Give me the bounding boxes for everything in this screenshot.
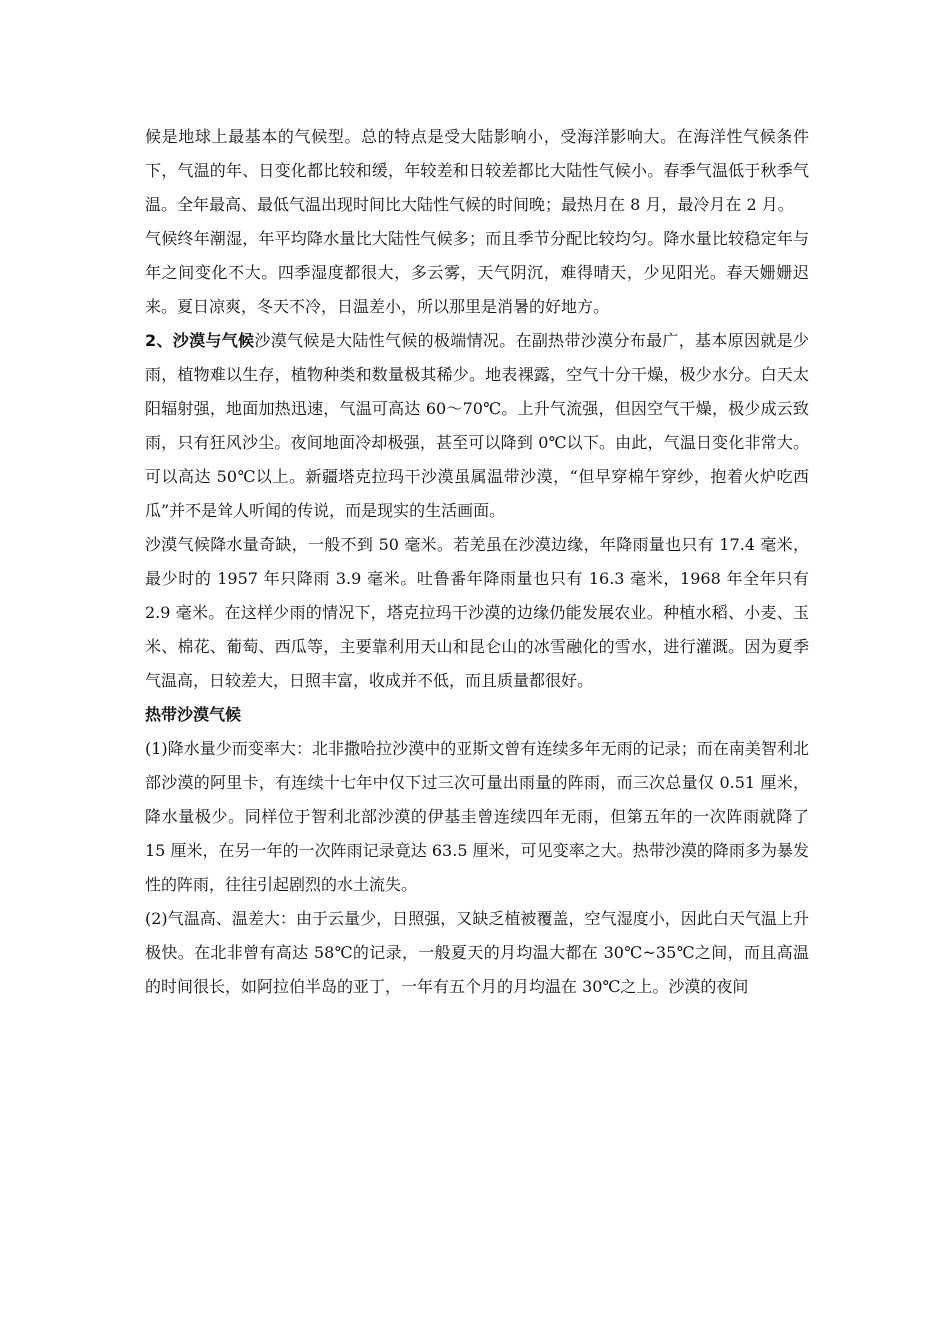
paragraph-oceanic-climate-temperature: 候是地球上最基本的气候型。总的特点是受大陆影响小，受海洋影响大。在海洋性气候条件下，气温的年、日变化都比较和缓，年较差和日较差都比大陆性气候小。春季气温低于秋季气温。全年最高、最低气温出现时间比大陆性气候的时间晚；最热月在 8 月，最冷月在 2 月。 — [145, 127, 809, 214]
section-heading-tropical-desert-climate: 热带沙漠气候 — [145, 705, 242, 724]
document-body — [145, 120, 809, 1004]
paragraph-oceanic-climate-precipitation: 气候终年潮湿，年平均降水量比大陆性气候多；而且季节分配比较均匀。降水量比较稳定年与年之间变化不大。四季湿度都很大，多云雾，天气阴沉，难得晴天，少见阳光。春天姗姗迟来。夏日凉爽，冬天不冷，日温差小，所以那里是消暑的好地方。 — [145, 229, 809, 316]
paragraph-desert-and-climate-text: 沙漠气候是大陆性气候的极端情况。在副热带沙漠分布最广，基本原因就是少雨，植物难以生存，植物种类和数量极其稀少。地表裸露，空气十分干燥，极少水分。白天太阳辐射强，地面加热迅速，气温可高达 60～70℃。上升气流强，但因空气干燥，极少成云致雨，只有狂风沙尘。夜间地面冷却极强，甚至可以降到 0℃以下。由此，气温日变化非常大。可以高达 50℃以上。新疆塔克拉玛干沙漠虽属温带沙漠，“但早穿棉午穿纱，抱着火炉吃西瓜”并不是耸人听闻的传说，而是现实的生活画面。 — [145, 331, 809, 520]
paragraph-desert-precipitation: 沙漠气候降水量奇缺，一般不到 50 毫米。若羌虽在沙漠边缘，年降雨量也只有 17.4 毫米，最少时的 1957 年只降雨 3.9 毫米。吐鲁番年降雨量也只有 16.3 毫米，1968 年全年只有 2.9 毫米。在这样少雨的情况下，塔克拉玛干沙漠的边缘仍能发展农业。种植水稻、小麦、玉米、棉花、葡萄、西瓜等，主要靠利用天山和昆仑山的冰雪融化的雪水，进行灌溉。因为夏季气温高，日较差大，日照丰富，收成并不低，而且质量都很好。 — [145, 535, 809, 690]
section-heading-desert-and-climate: 2、沙漠与气候 — [145, 331, 255, 350]
paragraph-low-precipitation-high-variability: (1)降水量少而变率大：北非撒哈拉沙漠中的亚斯文曾有连续多年无雨的记录；而在南美智利北部沙漠的阿里卡，有连续十七年中仅下过三次可量出雨量的阵雨，而三次总量仅 0.51 厘米，降水量极少。同样位于智利北部沙漠的伊基圭曾连续四年无雨，但第五年的一次阵雨就降了 15 厘米，在另一年的一次阵雨记录竟达 63.5 厘米，可见变率之大。热带沙漠的降雨多为暴发性的阵雨，往往引起剧烈的水土流失。 — [145, 739, 809, 894]
paragraph-desert-and-climate — [145, 324, 809, 528]
paragraph-high-temperature-large-range: (2)气温高、温差大：由于云量少，日照强，又缺乏植被覆盖，空气湿度小，因此白天气温上升极快。在北非曾有高达 58℃的记录，一般夏天的月均温大都在 30℃~35℃之间，而且高温的时间很长，如阿拉伯半岛的亚丁，一年有五个月的月均温在 30℃之上。沙漠的夜间 — [145, 909, 809, 996]
